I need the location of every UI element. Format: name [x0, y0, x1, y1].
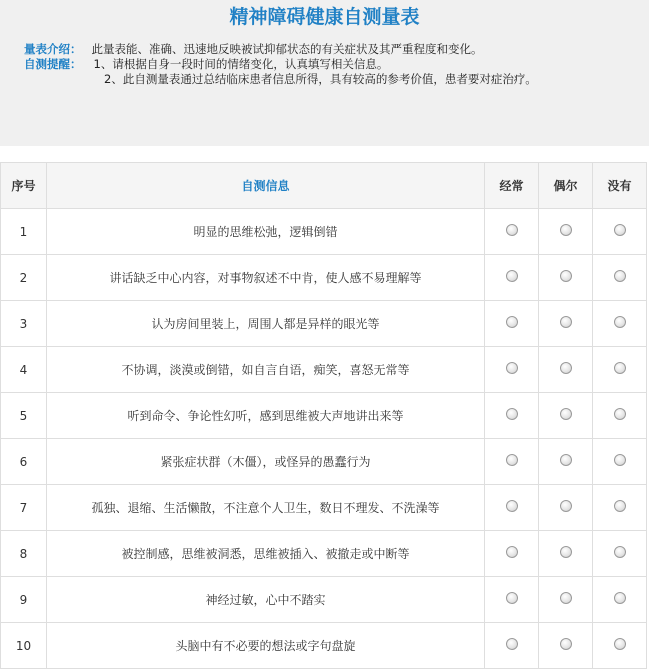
radio-often[interactable] — [506, 362, 518, 374]
radio-never[interactable] — [614, 408, 626, 420]
radio-sometimes[interactable] — [560, 592, 572, 604]
option-cell-never — [593, 623, 647, 669]
option-cell-often — [485, 347, 539, 393]
option-cell-sometimes — [539, 623, 593, 669]
option-cell-often — [485, 301, 539, 347]
option-cell-never — [593, 577, 647, 623]
table-row — [1, 485, 647, 531]
table-row — [1, 623, 647, 669]
radio-sometimes[interactable] — [560, 500, 572, 512]
option-cell-sometimes — [539, 393, 593, 439]
radio-never[interactable] — [614, 270, 626, 282]
table-row — [1, 531, 647, 577]
radio-sometimes[interactable] — [560, 408, 572, 420]
option-cell-often — [485, 393, 539, 439]
row-number: 3 — [1, 301, 47, 347]
radio-often[interactable] — [506, 316, 518, 328]
option-cell-sometimes — [539, 531, 593, 577]
option-cell-never — [593, 393, 647, 439]
table-row — [1, 255, 647, 301]
page-title: 精神障碍健康自测量表 — [229, 6, 420, 28]
table-row — [1, 577, 647, 623]
table-row — [1, 301, 647, 347]
intro-line-3 — [104, 71, 537, 87]
radio-often[interactable] — [506, 270, 518, 282]
option-cell-often — [485, 439, 539, 485]
radio-often[interactable] — [506, 592, 518, 604]
table-row — [1, 439, 647, 485]
radio-often[interactable] — [506, 454, 518, 466]
option-cell-never — [593, 255, 647, 301]
radio-never[interactable] — [614, 454, 626, 466]
radio-never[interactable] — [614, 362, 626, 374]
row-number: 1 — [1, 209, 47, 255]
row-question: 孤独、退缩、生活懒散，不注意个人卫生，数日不理发、不洗澡等 — [47, 485, 485, 531]
option-cell-sometimes — [539, 577, 593, 623]
option-cell-sometimes — [539, 439, 593, 485]
option-cell-sometimes — [539, 485, 593, 531]
table-body — [1, 209, 647, 669]
radio-often[interactable] — [506, 638, 518, 650]
row-number: 7 — [1, 485, 47, 531]
survey-table — [0, 162, 647, 669]
header-info: 自测信息 — [47, 163, 485, 209]
row-question: 头脑中有不必要的想法或字句盘旋 — [47, 623, 485, 669]
header-sometimes: 偶尔 — [539, 163, 593, 209]
table-row — [1, 347, 647, 393]
radio-often[interactable] — [506, 546, 518, 558]
row-number: 10 — [1, 623, 47, 669]
intro-text-reminder-1: 1、请根据自身一段时间的情绪变化，认真填写相关信息。 — [93, 57, 389, 71]
table-row — [1, 393, 647, 439]
radio-sometimes[interactable] — [560, 638, 572, 650]
row-question: 认为房间里装上，周围人都是异样的眼光等 — [47, 301, 485, 347]
option-cell-sometimes — [539, 255, 593, 301]
radio-sometimes[interactable] — [560, 454, 572, 466]
intro-label-description: 量表介绍： — [24, 42, 82, 56]
option-cell-often — [485, 255, 539, 301]
radio-sometimes[interactable] — [560, 546, 572, 558]
option-cell-never — [593, 485, 647, 531]
radio-never[interactable] — [614, 638, 626, 650]
row-number: 8 — [1, 531, 47, 577]
radio-sometimes[interactable] — [560, 362, 572, 374]
option-cell-never — [593, 531, 647, 577]
radio-never[interactable] — [614, 592, 626, 604]
option-cell-sometimes — [539, 301, 593, 347]
row-number: 6 — [1, 439, 47, 485]
option-cell-never — [593, 439, 647, 485]
intro-line-2 — [24, 56, 388, 72]
option-cell-never — [593, 209, 647, 255]
option-cell-often — [485, 485, 539, 531]
row-number: 2 — [1, 255, 47, 301]
intro-text-reminder-2: 2、此自测量表通过总结临床患者信息所得，具有较高的参考价值，患者要对症治疗。 — [104, 72, 537, 86]
row-question: 神经过敏，心中不踏实 — [47, 577, 485, 623]
radio-never[interactable] — [614, 500, 626, 512]
header-never: 没有 — [593, 163, 647, 209]
option-cell-often — [485, 531, 539, 577]
radio-never[interactable] — [614, 316, 626, 328]
radio-often[interactable] — [506, 500, 518, 512]
radio-sometimes[interactable] — [560, 224, 572, 236]
intro-label-reminder: 自测提醒： — [24, 57, 82, 71]
row-question: 听到命令、争论性幻听，感到思维被大声地讲出来等 — [47, 393, 485, 439]
header-num: 序号 — [1, 163, 47, 209]
row-number: 5 — [1, 393, 47, 439]
intro-panel — [0, 0, 649, 146]
row-question: 被控制感，思维被洞悉，思维被插入、被撤走或中断等 — [47, 531, 485, 577]
radio-never[interactable] — [614, 546, 626, 558]
option-cell-often — [485, 209, 539, 255]
intro-text-description: 此量表能、准确、迅速地反映被试抑郁状态的有关症状及其严重程度和变化。 — [91, 42, 483, 56]
radio-sometimes[interactable] — [560, 270, 572, 282]
radio-often[interactable] — [506, 224, 518, 236]
radio-never[interactable] — [614, 224, 626, 236]
table-header-row — [1, 163, 647, 209]
intro-line-1 — [24, 41, 483, 57]
option-cell-often — [485, 577, 539, 623]
header-often: 经常 — [485, 163, 539, 209]
option-cell-often — [485, 623, 539, 669]
row-number: 9 — [1, 577, 47, 623]
row-question: 讲话缺乏中心内容，对事物叙述不中肯，使人感不易理解等 — [47, 255, 485, 301]
option-cell-sometimes — [539, 347, 593, 393]
option-cell-never — [593, 347, 647, 393]
option-cell-never — [593, 301, 647, 347]
table-row — [1, 209, 647, 255]
row-question: 明显的思维松弛，逻辑倒错 — [47, 209, 485, 255]
radio-sometimes[interactable] — [560, 316, 572, 328]
radio-often[interactable] — [506, 408, 518, 420]
row-question: 不协调，淡漠或倒错，如自言自语，痴笑，喜怒无常等 — [47, 347, 485, 393]
row-question: 紧张症状群（木僵），或怪异的愚蠢行为 — [47, 439, 485, 485]
option-cell-sometimes — [539, 209, 593, 255]
row-number: 4 — [1, 347, 47, 393]
survey-table-container — [0, 162, 647, 669]
